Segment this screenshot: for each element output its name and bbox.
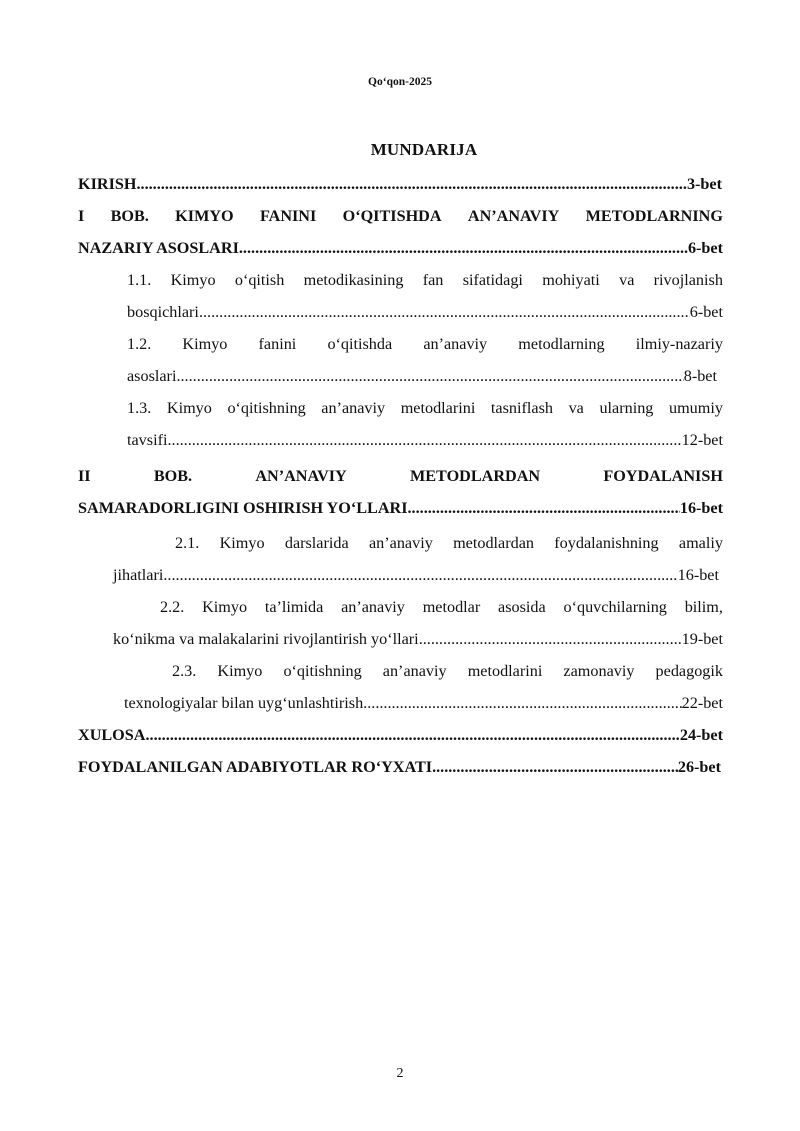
section-word: an’anaviy [423, 335, 488, 353]
section-word: va [568, 399, 584, 417]
toc-entry-page: 3-bet [686, 175, 722, 193]
dot-leader [136, 168, 686, 200]
toc-entry-label: tavsifi [127, 431, 168, 449]
toc-chapter-2-heading[interactable] [78, 460, 723, 492]
section-word: ularning [599, 399, 654, 417]
toc-section-1-3-cont[interactable] [127, 424, 723, 456]
toc-entry-kirish[interactable] [78, 168, 722, 200]
heading-word: I [78, 207, 85, 225]
toc-chapter-1-heading[interactable] [78, 200, 723, 232]
section-word: rivojlanish [653, 271, 723, 289]
toc-section-2-1[interactable] [175, 527, 723, 559]
section-word: ta’limida [264, 598, 324, 616]
section-word: darslarida [284, 534, 349, 552]
section-word: metodlarini [400, 399, 476, 417]
section-word: o‘qitishda [327, 335, 393, 353]
section-word: Kimyo [182, 335, 228, 353]
toc-entry-xulosa[interactable] [78, 719, 723, 751]
section-word: amaliy [678, 534, 723, 552]
heading-word: FOYDALANISH [603, 467, 723, 485]
dot-leader [239, 232, 688, 264]
toc-entry-page: 26-bet [677, 758, 721, 776]
toc-section-2-3-cont[interactable] [124, 687, 723, 719]
toc-entry-page: 8-bet [683, 367, 717, 385]
section-word: asosida [498, 598, 546, 616]
toc-entry-page: 22-bet [681, 694, 723, 712]
heading-word: BOB. [110, 207, 149, 225]
section-word: o‘qitish [234, 271, 285, 289]
heading-word: METODLARDAN [409, 467, 541, 485]
section-word: an’anaviy [382, 662, 447, 680]
section-word: Kimyo [202, 598, 248, 616]
dot-leader [199, 296, 690, 328]
toc-entry-label: ko‘nikma va malakalarini rivojlantirish yo‘llari [113, 630, 419, 648]
section-word: an’anaviy [321, 399, 386, 417]
toc-entry-page: 12-bet [681, 431, 723, 449]
toc-entry-label: XULOSA [78, 726, 146, 744]
section-word: pedagogik [655, 662, 723, 680]
section-word: 1.1. [127, 271, 152, 289]
toc-section-1-1-cont[interactable] [127, 296, 723, 328]
toc-section-2-1-cont[interactable] [113, 559, 719, 591]
place-year-header: Qo‘qon-2025 [368, 76, 432, 88]
section-word: zamonaviy [563, 662, 635, 680]
dot-leader [145, 719, 679, 751]
section-word: mohiyati [542, 271, 600, 289]
toc-entry-label: bosqichlari [127, 303, 199, 321]
toc-section-1-1[interactable] [127, 264, 723, 296]
dot-leader [167, 424, 681, 456]
section-word: bilim, [684, 598, 723, 616]
toc-entry-page: 16-bet [677, 566, 719, 584]
heading-word: BOB. [153, 467, 193, 485]
section-word: o‘quvchilarning [563, 598, 667, 616]
heading-word: KIMYO [175, 207, 234, 225]
section-word: o‘qitishning [227, 399, 306, 417]
toc-section-1-2-cont[interactable] [127, 360, 717, 392]
section-word: umumiy [668, 399, 723, 417]
toc-section-1-3[interactable] [127, 392, 723, 424]
heading-word: O‘QITISHDA [342, 207, 442, 225]
section-word: metodlar [422, 598, 481, 616]
toc-entry-label: NAZARIY ASOSLARI [78, 239, 239, 257]
section-word: Kimyo [217, 662, 263, 680]
toc-entry-page: 6-bet [687, 239, 723, 257]
toc-section-2-3[interactable] [172, 655, 723, 687]
toc-title: MUNDARIJA [370, 140, 478, 159]
section-word: fan [422, 271, 444, 289]
dot-leader [176, 360, 683, 392]
page-number: 2 [396, 1066, 404, 1081]
section-word: Kimyo [166, 399, 212, 417]
section-word: fanini [258, 335, 297, 353]
section-word: sifatidagi [462, 271, 523, 289]
section-word: Kimyo [219, 534, 265, 552]
dot-leader [419, 623, 682, 655]
toc-entry-page: 6-bet [689, 303, 723, 321]
toc-entry-label: jihatlari [113, 566, 164, 584]
section-word: tasniflash [490, 399, 553, 417]
toc-section-1-2[interactable] [127, 328, 723, 360]
heading-word: AN’ANAVIY [255, 467, 347, 485]
toc-entry-label: texnologiyalar bilan uyg‘unlashtirish [124, 694, 364, 712]
section-word: 2.1. [175, 534, 200, 552]
heading-word: AN’ANAVIY [467, 207, 560, 225]
section-word: ilmiy-nazariy [635, 335, 723, 353]
section-word: an’anaviy [368, 534, 433, 552]
section-word: metodlarini [467, 662, 543, 680]
heading-word: II [78, 467, 91, 485]
toc-entry-page: 19-bet [681, 630, 723, 648]
section-word: metodlarning [518, 335, 605, 353]
toc-entry-page: 16-bet [679, 499, 723, 517]
section-word: Kimyo [170, 271, 216, 289]
section-word: 2.3. [172, 662, 197, 680]
toc-entry-references[interactable] [78, 751, 721, 783]
toc-entry-label: KIRISH [78, 175, 137, 193]
section-word: an’anaviy [341, 598, 405, 616]
toc-entry-label: FOYDALANILGAN ADABIYOTLAR RO‘YXATI [78, 758, 433, 776]
toc-chapter-1-heading-cont[interactable] [78, 232, 723, 264]
heading-word: METODLARNING [585, 207, 723, 225]
section-word: va [619, 271, 635, 289]
section-word: 2.2. [160, 598, 185, 616]
toc-section-2-2[interactable] [160, 591, 723, 623]
section-word: o‘qitishning [283, 662, 362, 680]
toc-chapter-2-heading-cont[interactable] [78, 492, 723, 524]
dot-leader [408, 492, 680, 524]
dot-leader [163, 559, 677, 591]
heading-word: FANINI [259, 207, 317, 225]
toc-entry-label: SAMARADORLIGINI OSHIRISH YO‘LLARI [78, 499, 408, 517]
toc-entry-page: 24-bet [679, 726, 723, 744]
section-word: foydalanishning [554, 534, 659, 552]
section-word: 1.3. [127, 399, 152, 417]
toc-entry-label: asoslari [127, 367, 177, 385]
toc-section-2-2-cont[interactable] [113, 623, 723, 655]
dot-leader [432, 751, 678, 783]
section-word: 1.2. [127, 335, 152, 353]
section-word: metodikasining [303, 271, 404, 289]
section-word: metodlardan [453, 534, 534, 552]
dot-leader [363, 687, 681, 719]
